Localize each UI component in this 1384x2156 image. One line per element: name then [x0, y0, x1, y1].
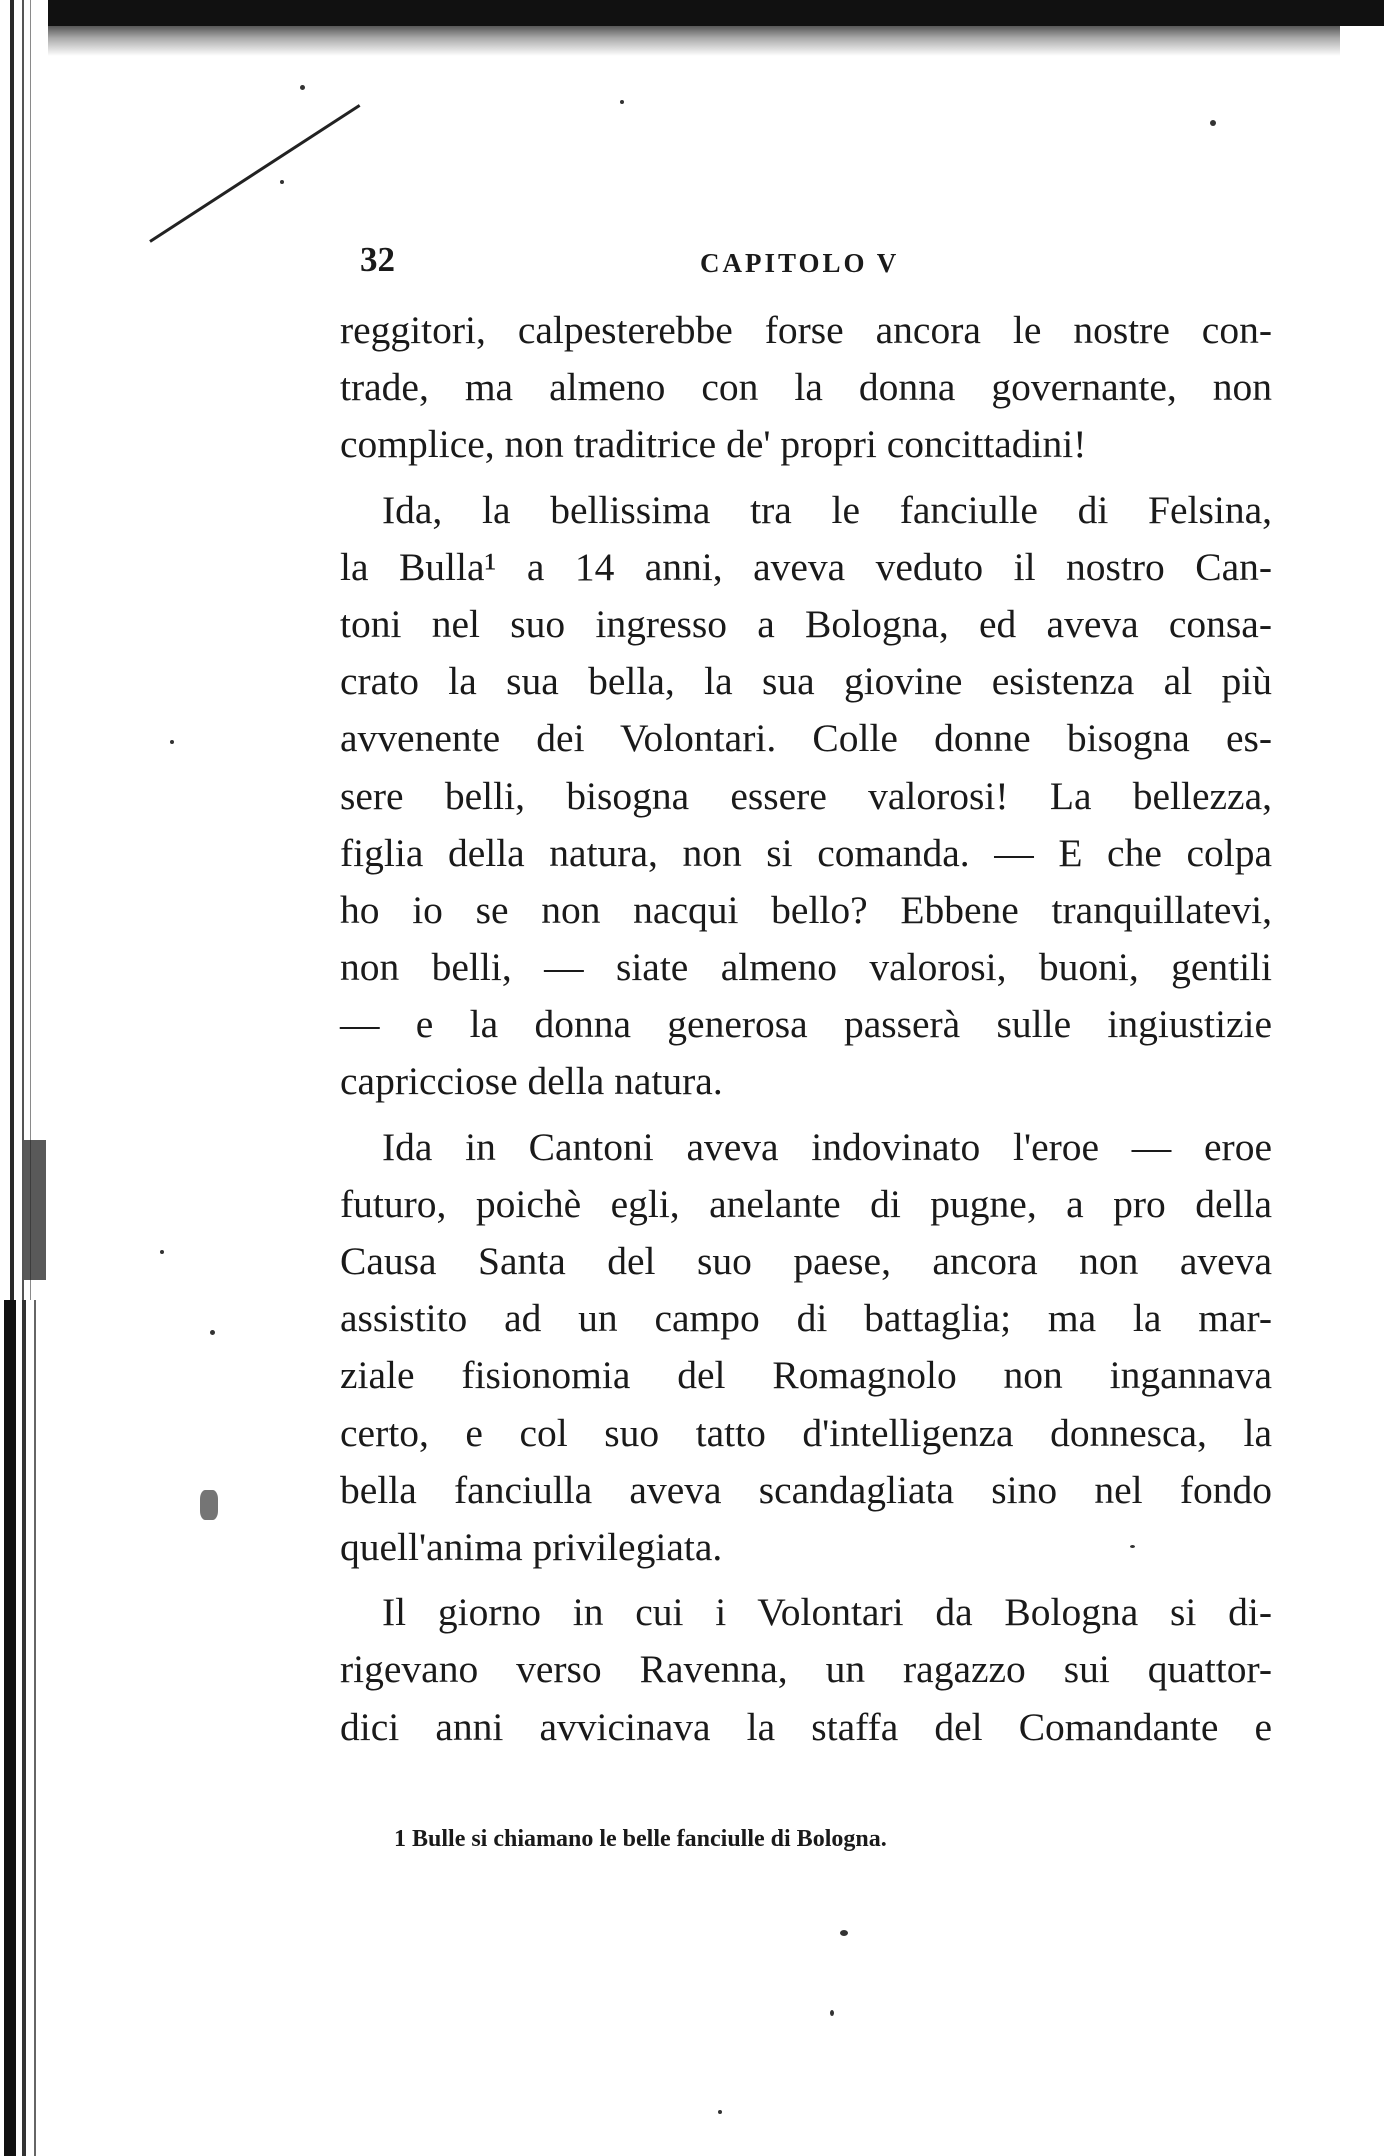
text-line: certo, e col suo tatto d'intelligenza donnesca, la	[340, 1410, 1272, 1455]
text-line: toni nel suo ingresso a Bologna, ed aveva consa-	[340, 601, 1272, 646]
scan-speck	[840, 1930, 848, 1936]
scan-speck	[300, 85, 305, 90]
scan-speck	[1210, 120, 1216, 126]
paragraph	[340, 302, 1272, 474]
text-line: Il giorno in cui i Volontari da Bologna si di-	[382, 1590, 1272, 1635]
text-line: complice, non traditrice de' propri concittadini!	[340, 422, 1087, 467]
text-line: rigevano verso Ravenna, un ragazzo sui quattor-	[340, 1647, 1272, 1692]
scan-left-binding-mark	[24, 1140, 46, 1280]
paragraph	[340, 1584, 1272, 1756]
scan-speck	[210, 1330, 215, 1335]
scan-scratch	[149, 104, 360, 243]
text-line: Ida, la bellissima tra le fanciulle di Felsina,	[382, 487, 1272, 532]
text-line: la Bulla¹ a 14 anni, aveva veduto il nostro Can-	[340, 544, 1272, 589]
scan-speck	[830, 2010, 834, 2016]
text-line: futuro, poichè egli, anelante di pugne, a pro della	[340, 1181, 1272, 1226]
scan-left-binding-lower	[0, 1300, 50, 2156]
text-line: sere belli, bisogna essere valorosi! La bellezza,	[340, 773, 1272, 818]
text-line: ho io se non nacqui bello? Ebbene tranquillatevi,	[340, 887, 1272, 932]
running-title: CAPITOLO V	[700, 248, 900, 278]
text-line: capricciose della natura.	[340, 1059, 723, 1104]
scan-speck	[170, 740, 174, 744]
paragraph	[340, 1119, 1272, 1577]
text-line: Ida in Cantoni aveva indovinato l'eroe — eroe	[382, 1124, 1272, 1169]
text-line: — e la donna generosa passerà sulle ingiustizie	[340, 1002, 1272, 1047]
scan-top-shadow	[40, 26, 1340, 56]
text-line: non belli, — siate almeno valorosi, buoni, gentili	[340, 945, 1272, 990]
scan-speck	[280, 180, 284, 184]
paragraph	[340, 482, 1272, 1111]
body-text	[340, 302, 1272, 1764]
text-line: reggitori, calpesterebbe forse ancora le nostre con-	[340, 308, 1272, 352]
page-header	[340, 240, 1272, 290]
text-line: trade, ma almeno con la donna governante, non	[340, 365, 1272, 410]
ink-blot	[200, 1490, 218, 1520]
scan-top-edge	[0, 0, 1384, 26]
page-number: 32	[360, 240, 395, 279]
text-line: quell'anima privilegiata.	[340, 1524, 723, 1569]
text-line: bella fanciulla aveva scandagliata sino nel fondo	[340, 1467, 1272, 1512]
footnote: 1 Bulle si chiamano le belle fanciulle di Bologna.	[394, 1826, 887, 1852]
text-line: Causa Santa del suo paese, ancora non aveva	[340, 1239, 1272, 1283]
scan-speck	[160, 1250, 164, 1254]
text-line: crato la sua bella, la sua giovine esistenza al più	[340, 659, 1272, 704]
scan-speck	[718, 2110, 722, 2114]
scan-speck	[620, 100, 624, 104]
text-line: assistito ad un campo di battaglia; ma la mar-	[340, 1296, 1272, 1341]
text-line: ziale fisionomia del Romagnolo non ingannava	[340, 1353, 1272, 1398]
text-line: dici anni avvicinava la staffa del Comandante e	[340, 1704, 1272, 1749]
text-line: avvenente dei Volontari. Colle donne bisogna es-	[340, 716, 1272, 761]
text-line: figlia della natura, non si comanda. — E che colpa	[340, 830, 1272, 875]
